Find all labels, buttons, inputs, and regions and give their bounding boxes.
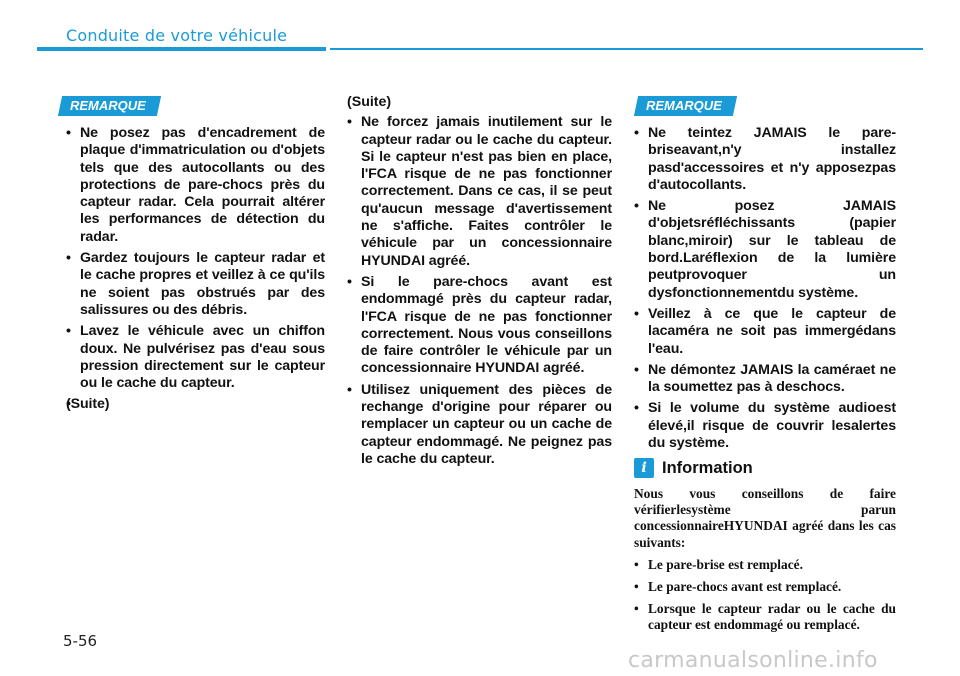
list-item: • Lavez le véhicule avec un chiffon doux. Ne pulvérisez pas d'eau sous pression directement sur le capteur ou le cache du capteur.	[66, 323, 325, 392]
list-item: • Ne teintez JAMAIS le pare-briseavant,n'y installez pasd'accessoires et n'y apposezpas d'autocollants.	[634, 125, 896, 194]
information-list	[634, 557, 896, 634]
remarque-badge: REMARQUE	[58, 96, 161, 116]
information-title: Information	[662, 458, 753, 477]
list-item: • Ne posez pas d'encadrement de plaque d'immatriculation ou d'objets tels que des autocollants ou des protections de pare-chocs près du capteur radar. Cela pourrait altérer les performances de détection du radar.	[66, 125, 325, 246]
info-icon: i	[634, 458, 654, 478]
remarque-list	[634, 125, 896, 456]
remarque-list-continued	[347, 114, 612, 468]
list-item: • Ne forcez jamais inutilement sur le capteur radar ou le cache du capteur. Si le capteur n'est pas bien en place, l'FCA risque de ne pas fonctionner correctement. Dans ce cas, il se peut qu'aucun message d'avertissement ne s'affiche. Faites contrôler le véhicule par un concessionnaire HYUNDAI agréé.	[347, 114, 612, 270]
information-text: Nous vous conseillons de faire vérifierlesystème parun concessionnaireHYUNDAI agréé dans les cas suivants:	[634, 486, 896, 550]
continued-label: • (Suite)	[66, 396, 325, 413]
header-rule-thick	[37, 47, 326, 51]
information-box	[634, 458, 896, 640]
list-item: • Le pare-chocs avant est remplacé.	[634, 579, 896, 595]
list-item: • Lorsque le capteur radar ou le cache du capteur est endommagé ou remplacé.	[634, 601, 896, 633]
information-header	[634, 458, 896, 478]
list-item: • Utilisez uniquement des pièces de rechange d'origine pour réparer ou remplacer un capteur ou un cache de capteur endommagé. Ne peignez pas le cache du capteur.	[347, 382, 612, 468]
list-item: • Ne démontez JAMAIS la caméraet ne la soumettez pas à deschocs.	[634, 362, 896, 397]
page-number: 5-56	[63, 632, 98, 650]
remarque-list	[66, 125, 325, 418]
header-rule-thin	[330, 48, 923, 50]
list-item: • Si le pare-chocs avant est endommagé près du capteur radar, l'FCA risque de ne pas fonctionner correctement. Nous vous conseillons de faire contrôler le véhicule par un concessionnaire HYUNDAI agréé.	[347, 274, 612, 378]
remarque-badge: REMARQUE	[634, 96, 737, 116]
chapter-title: Conduite de votre véhicule	[66, 26, 288, 45]
watermark: carmanualsonline.info	[628, 648, 878, 673]
list-item: • Si le volume du système audioest élevé,il risque de couvrir lesalertes du système.	[634, 400, 896, 452]
list-item: • Veillez à ce que le capteur de lacaméra ne soit pas immergédans l'eau.	[634, 306, 896, 358]
continued-label: (Suite)	[347, 94, 392, 110]
list-item: • Ne posez JAMAIS d'objetsréfléchissants (papier blanc,miroir) sur le tableau de bord.Laréflexion de la lumière peutprovoquer un dysfonctionnementdu système.	[634, 198, 896, 302]
list-item: • Le pare-brise est remplacé.	[634, 557, 896, 573]
list-item: • Gardez toujours le capteur radar et le cache propres et veillez à ce qu'ils ne soient pas obstrués par des salissures ou des débris.	[66, 250, 325, 319]
